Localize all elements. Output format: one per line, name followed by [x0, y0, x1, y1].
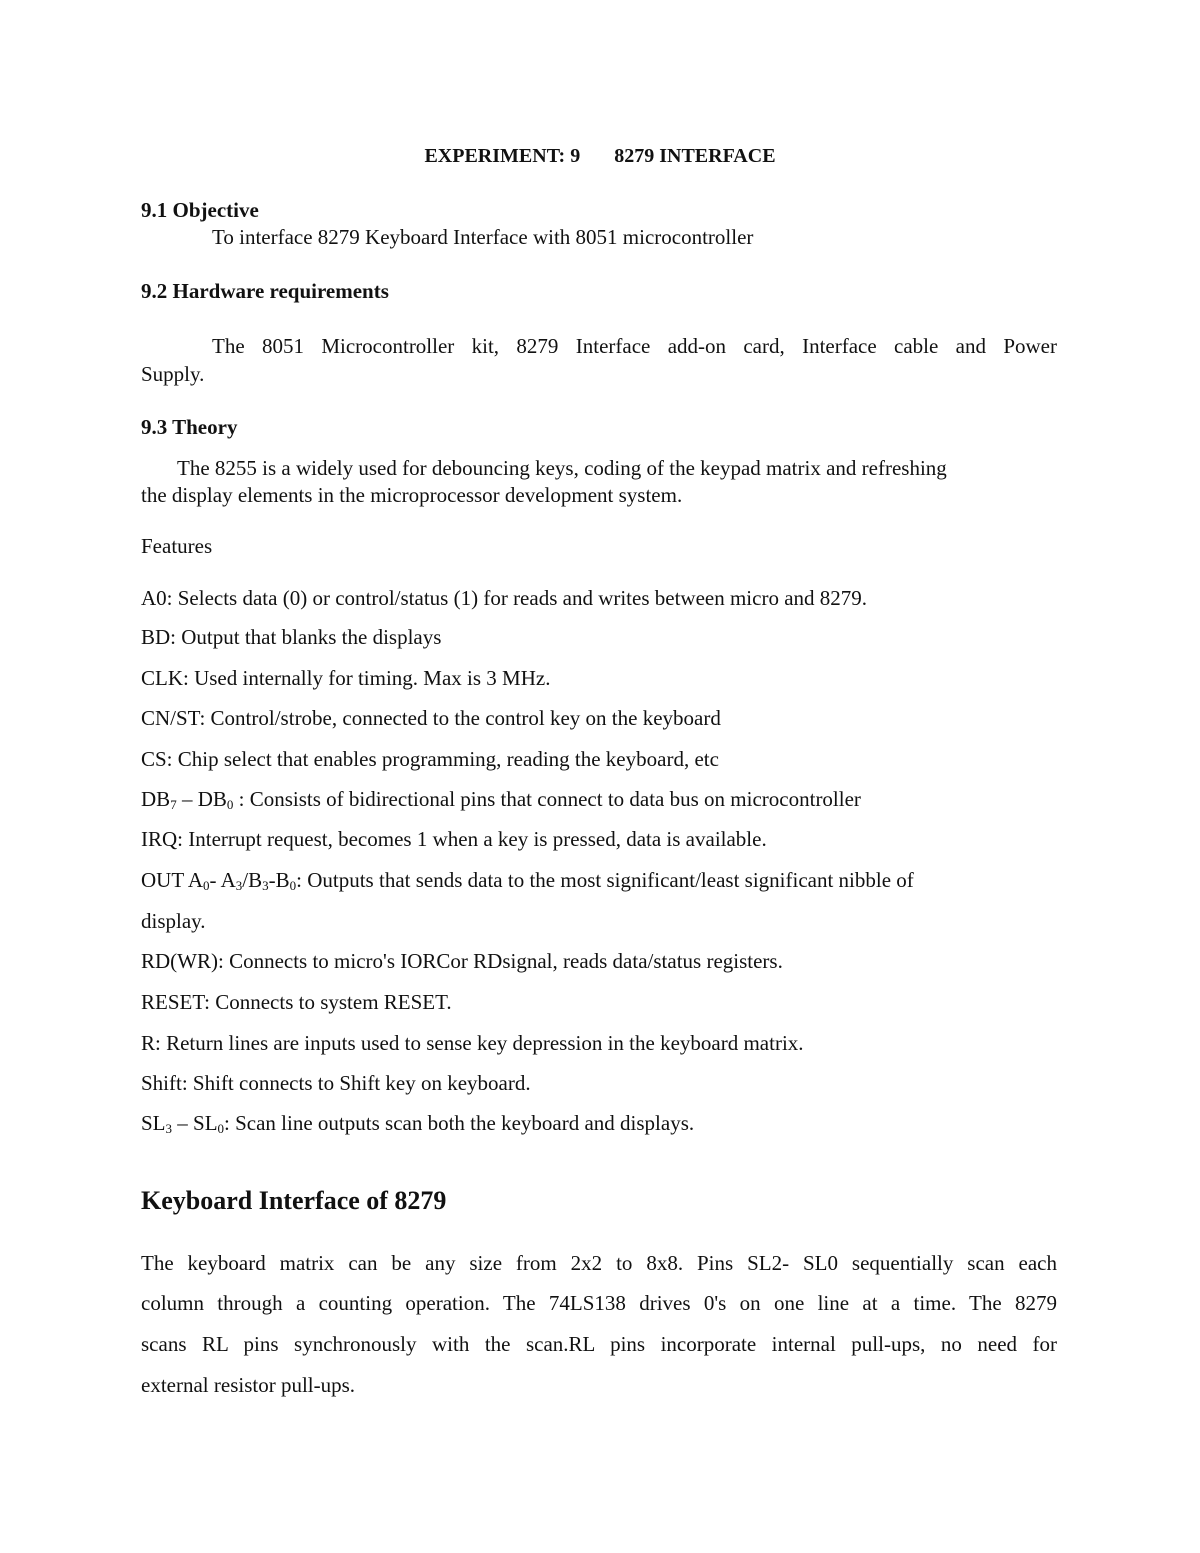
db-prefix: DB — [141, 787, 171, 811]
feature-a0: A0: Selects data (0) or control/status (1) for reads and writes between micro and 8279. — [141, 586, 868, 610]
hardware-text-line2: Supply. — [141, 362, 205, 386]
db-sub-7: 7 — [170, 797, 177, 812]
feature-cs: CS: Chip select that enables programming, reading the keyboard, etc — [141, 747, 719, 771]
feature-bd: BD: Output that blanks the displays — [141, 625, 442, 649]
feature-irq: IRQ: Interrupt request, becomes 1 when a key is pressed, data is available. — [141, 827, 767, 851]
hardware-heading: 9.2 Hardware requirements — [141, 279, 389, 303]
page-title — [0, 143, 1200, 169]
db-mid: – DB — [176, 787, 227, 811]
keyboard-text-line3: scans RL pins synchronously with the scan.RL pins incorporate internal pull-ups, no need for — [141, 1332, 1057, 1356]
sl-description: : Scan line outputs scan both the keyboard and displays. — [224, 1111, 695, 1135]
sl-mid: – SL — [172, 1111, 218, 1135]
feature-out-line2: display. — [141, 909, 206, 933]
out-description: : Outputs that sends data to the most significant/least significant nibble of — [296, 868, 914, 892]
out-sub4: 0 — [289, 878, 297, 893]
keyboard-text-line2: column through a counting operation. The 74LS138 drives 0's on one line at a time. The 8279 — [141, 1291, 1057, 1315]
out-part3: /B — [242, 868, 263, 892]
feature-sl — [141, 1110, 694, 1136]
keyboard-heading: Keyboard Interface of 8279 — [141, 1186, 447, 1215]
feature-clk: CLK: Used internally for timing. Max is 3 MHz. — [141, 666, 551, 690]
out-sub2: 3 — [235, 878, 243, 893]
feature-r: R: Return lines are inputs used to sense key depression in the keyboard matrix. — [141, 1031, 804, 1055]
objective-text: To interface 8279 Keyboard Interface with 8051 microcontroller — [212, 225, 754, 249]
feature-db — [141, 786, 861, 812]
out-sub1: 0 — [203, 878, 210, 893]
db-sub-0: 0 — [226, 797, 234, 812]
theory-heading: 9.3 Theory — [141, 415, 238, 439]
theory-text-line1: The 8255 is a widely used for debouncing keys, coding of the keypad matrix and refreshing — [177, 456, 947, 480]
sl-sub-3: 3 — [165, 1121, 173, 1136]
features-heading: Features — [141, 534, 213, 558]
keyboard-text-line4: external resistor pull-ups. — [141, 1373, 356, 1397]
feature-cnst: CN/ST: Control/strobe, connected to the control key on the keyboard — [141, 706, 721, 730]
feature-out — [141, 867, 914, 893]
objective-heading: 9.1 Objective — [141, 198, 259, 222]
out-sub3: 3 — [262, 878, 269, 893]
theory-text-line2: the display elements in the microprocessor development system. — [141, 483, 683, 507]
db-description: : Consists of bidirectional pins that connect to data bus on microcontroller — [233, 787, 861, 811]
experiment-number: EXPERIMENT: 9 — [424, 145, 581, 167]
sl-prefix: SL — [141, 1111, 166, 1135]
out-part1: OUT A — [141, 868, 204, 892]
out-part2: - A — [209, 868, 236, 892]
hardware-text-line1: The 8051 Microcontroller kit, 8279 Interface add-on card, Interface cable and Power — [212, 334, 1057, 358]
experiment-name: 8279 INTERFACE — [614, 145, 776, 167]
feature-shift: Shift: Shift connects to Shift key on keyboard. — [141, 1071, 531, 1095]
feature-reset: RESET: Connects to system RESET. — [141, 990, 452, 1014]
out-part4: -B — [268, 868, 290, 892]
sl-sub-0: 0 — [217, 1121, 225, 1136]
feature-rd: RD(WR): Connects to micro's IORCor RDsignal, reads data/status registers. — [141, 949, 783, 973]
keyboard-text-line1: The keyboard matrix can be any size from 2x2 to 8x8. Pins SL2- SL0 sequentially scan each — [141, 1251, 1057, 1275]
